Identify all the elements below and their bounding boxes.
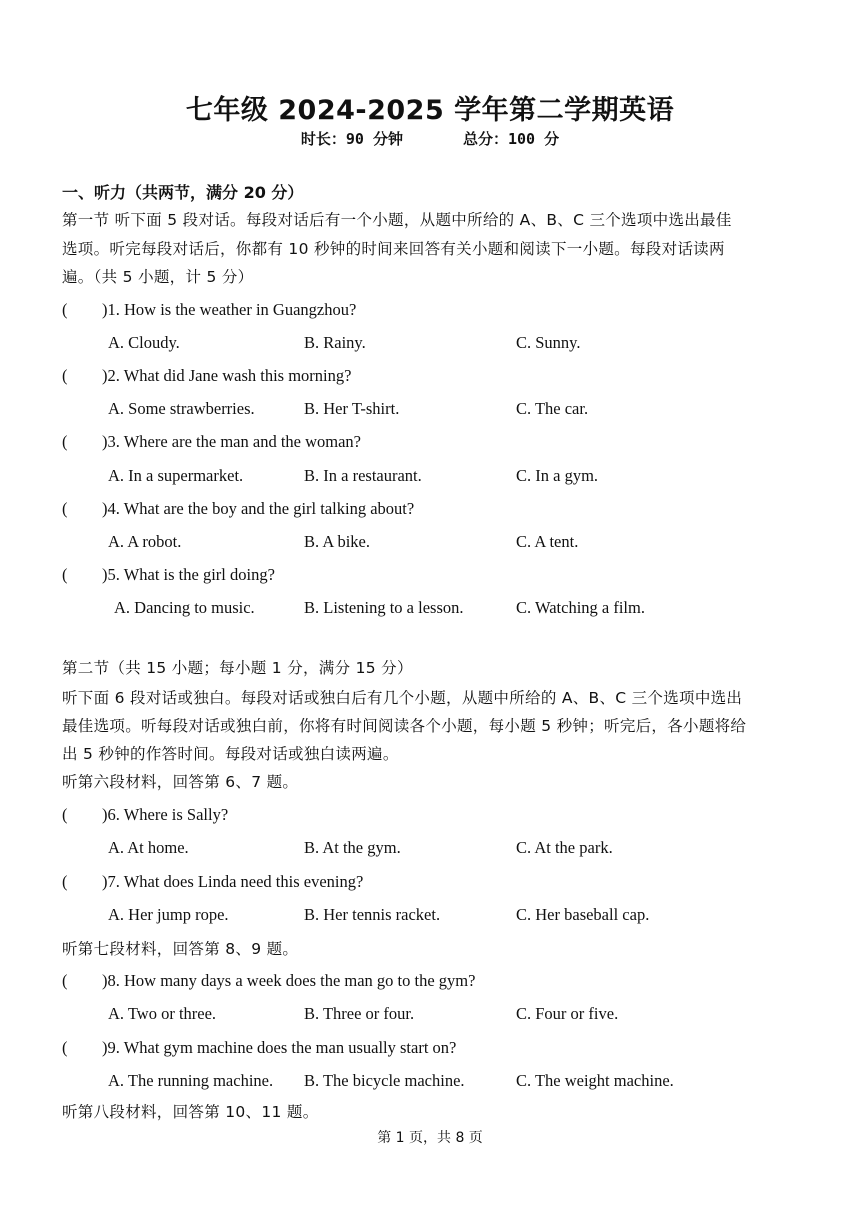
option-b: B. The bicycle machine. (304, 1071, 465, 1090)
question-stem (62, 432, 361, 452)
part1-heading: 一、听力（共两节，满分 20 分） (62, 183, 304, 202)
option-a: A. A robot. (108, 532, 182, 551)
option-c: C. Her baseball cap. (516, 905, 650, 924)
section2-heading: 第二节（共 15 小题；每小题 1 分，满分 15 分） (62, 659, 413, 677)
option-a: A. Two or three. (108, 1004, 217, 1023)
material-note: 听第七段材料，回答第 8、9 题。 (62, 940, 299, 958)
question-text: )9. What gym machine does the man usually start on? (102, 1038, 457, 1057)
answer-paren[interactable]: ( (62, 432, 68, 451)
option-b: B. Listening to a lesson. (304, 598, 464, 617)
option-c: C. Four or five. (516, 1004, 619, 1023)
answer-paren[interactable]: ( (62, 805, 68, 824)
question-stem (62, 366, 351, 386)
question-text: )5. What is the girl doing? (102, 565, 275, 584)
question-text: )6. Where is Sally? (102, 805, 229, 824)
section1-instruction-line: 遍。（共 5 小题，计 5 分） (62, 268, 254, 286)
answer-paren[interactable]: ( (62, 565, 68, 584)
answer-paren[interactable]: ( (62, 366, 68, 385)
question-text: )4. What are the boy and the girl talking about? (102, 499, 415, 518)
section2-instruction-line: 最佳选项。听每段对话或独白前，你将有时间阅读各个小题，每小题 5 秒钟；听完后，各小题将给 (62, 717, 747, 735)
option-c: C. A tent. (516, 532, 579, 551)
question-text: )2. What did Jane wash this morning? (102, 366, 352, 385)
answer-paren[interactable]: ( (62, 499, 68, 518)
option-c: C. In a gym. (516, 466, 599, 485)
question-stem (62, 805, 228, 825)
answer-paren[interactable]: ( (62, 872, 68, 891)
question-text: )3. Where are the man and the woman? (102, 432, 361, 451)
option-a: A. At home. (108, 838, 189, 857)
material-note: 听第六段材料，回答第 6、7 题。 (62, 773, 299, 791)
duration-label: 时长：90 分钟 (300, 130, 403, 148)
question-stem (62, 971, 475, 991)
material-note: 听第八段材料，回答第 10、11 题。 (62, 1103, 319, 1121)
option-a: A. Dancing to music. (114, 598, 255, 617)
section2-instruction-line: 出 5 秒钟的作答时间。每段对话或独白读两遍。 (62, 745, 399, 763)
option-c: C. The weight machine. (516, 1071, 674, 1090)
question-text: )7. What does Linda need this evening? (102, 872, 364, 891)
option-c: C. Watching a film. (516, 598, 645, 617)
option-c: C. The car. (516, 399, 589, 418)
question-stem (62, 499, 414, 519)
question-stem (62, 565, 275, 585)
question-stem (62, 300, 356, 320)
answer-paren[interactable]: ( (62, 971, 68, 990)
section2-instruction-line: 听下面 6 段对话或独白。每段对话或独白后有几个小题，从题中所给的 A、B、C 三个选项中选出 (62, 689, 743, 707)
page-number: 第 1 页，共 8 页 (377, 1130, 483, 1146)
option-b: B. A bike. (304, 532, 371, 551)
option-a: A. The running machine. (108, 1071, 274, 1090)
exam-meta (0, 128, 860, 149)
section1-instruction-line: 选项。听完每段对话后，你都有 10 秒钟的时间来回答有关小题和阅读下一小题。每段对话读两 (62, 240, 725, 258)
option-b: B. At the gym. (304, 838, 401, 857)
option-a: A. In a supermarket. (108, 466, 244, 485)
question-text: )1. How is the weather in Guangzhou? (102, 300, 357, 319)
option-c: C. Sunny. (516, 333, 581, 352)
question-stem (62, 872, 363, 892)
option-a: A. Cloudy. (108, 333, 180, 352)
answer-paren[interactable]: ( (62, 300, 68, 319)
option-b: B. Rainy. (304, 333, 366, 352)
option-b: B. In a restaurant. (304, 466, 422, 485)
section1-instruction-line: 第一节 听下面 5 段对话。每段对话后有一个小题，从题中所给的 A、B、C 三个选项中选出最佳 (62, 211, 732, 229)
option-b: B. Three or four. (304, 1004, 415, 1023)
option-a: A. Her jump rope. (108, 905, 229, 924)
answer-paren[interactable]: ( (62, 1038, 68, 1057)
question-text: )8. How many days a week does the man go to the gym? (102, 971, 476, 990)
option-b: B. Her tennis racket. (304, 905, 441, 924)
option-c: C. At the park. (516, 838, 613, 857)
question-stem (62, 1038, 456, 1058)
total-score-label: 总分：100 分 (462, 130, 560, 148)
option-a: A. Some strawberries. (108, 399, 255, 418)
exam-title: 七年级 2024-2025 学年第二学期英语 (185, 95, 675, 126)
option-b: B. Her T-shirt. (304, 399, 400, 418)
